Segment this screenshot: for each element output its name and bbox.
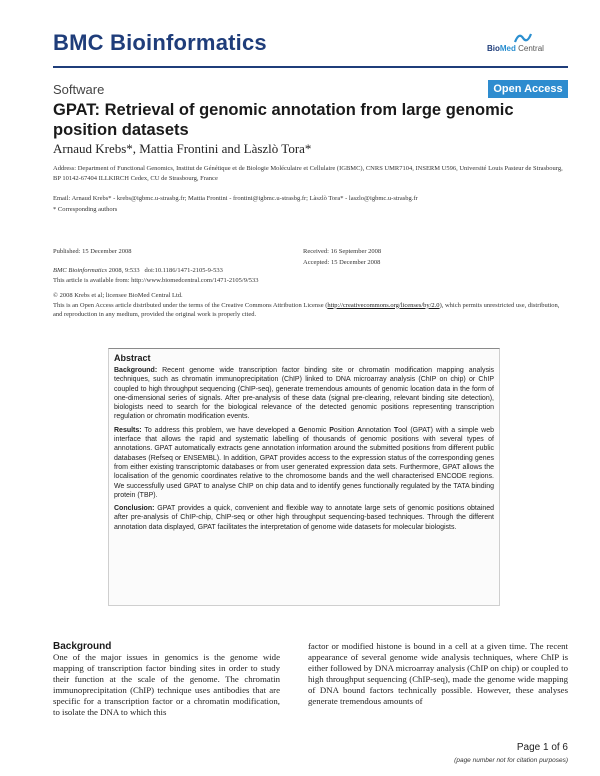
body-right-column: factor or modified histone is bound in a cell at a given time. The recent appearance of several genome wide analysis techniques, where ChIP is either followed by DNA microarray analysis (ChIP on chip) or coupled to high throughput sequencing (ChIP-seq), made the genome wide mapping of DNA bound factors technically possible. However, these analyses generate tremendous amounts of: [308, 641, 568, 707]
corresponding-note: * Corresponding authors: [53, 206, 118, 213]
header-rule: [53, 66, 568, 68]
availability: This article is available from: http://www.biomedcentral.com/1471-2105/9/533: [53, 277, 259, 284]
received-accepted: [303, 247, 543, 267]
page-number: Page 1 of 6: [516, 742, 568, 753]
section-label: Software: [53, 82, 105, 97]
abstract-box: [108, 348, 500, 606]
biomed-central-logo: [487, 32, 567, 62]
page-number-note: (page number not for citation purposes): [454, 757, 568, 764]
authors: Arnaud Krebs*, Mattia Frontini and Làszlò Tora*: [53, 141, 312, 156]
article-url-link[interactable]: http://www.biomedcentral.com/1471-2105/9/533: [131, 277, 259, 284]
journal-title: BMC Bioinformatics: [53, 30, 267, 55]
address: Address: Department of Functional Genomics, Institut de Génétique et de Biologie Moléculaire et Cellulaire (IGBMC), CNRS UMR7104, INSERM U596, Université Louis Pasteur de Strasbourg, BP 10142-67404 ILLKIRCH Cedex, CU de Strasbourg, France: [53, 165, 563, 182]
license-link[interactable]: http://creativecommons.org/licenses/by/2.0: [327, 301, 440, 309]
abstract-results: Results: To address this problem, we have developed a Genomic Position Annotation Tool (GPAT) with a simple web interface that allows the rapid and systematic labelling of thousands of genomic positions with several types of annotations. GPAT automatically extracts gene annotation information around the submitted positions from different public databases (Refseq or ENSEMBL). In addition, GPAT provides access to the expression status of the corresponding genes from either existing transcriptomic databases or from user generated expression data sets. Furthermore, GPAT allows the localisation of the genomic coordinates relative to the chromosome bands and the well characterised ENCODE regions. We successfully used GPAT to analyse ChIP on chip data and to identify genes functionally regulated by the TATA binding protein (TBP).: [114, 426, 495, 499]
background-text-left: One of the major issues in genomics is the genome wide mapping of transcription factor binding sites in order to study their function at the scale of the genome. The chromatin immunoprecipitation (ChIP) technique uses antibodies that are specific for a transcription factor or a chromatin modification, to isolate the DNA to which this: [53, 652, 280, 718]
open-access-badge: Open Access: [488, 80, 568, 98]
article-title: GPAT: Retrieval of genomic annotation from large genomic position datasets: [53, 101, 514, 139]
background-heading: Background: [53, 641, 112, 652]
published-date: Published: 15 December 2008: [53, 248, 132, 255]
citation: BMC Bioinformatics 2008, 9:533 doi:10.1186/1471-2105-9-533: [53, 266, 223, 274]
received-date: Received: 16 September 2008: [303, 248, 382, 255]
copyright: © 2008 Krebs et al; licensee BioMed Central Ltd.: [53, 292, 183, 299]
biomed-logo-icon: [513, 32, 533, 44]
body-left-column: [53, 641, 280, 719]
abstract-conclusion: Conclusion: GPAT provides a quick, convenient and flexible way to annotate large sets of genomic positions obtained after pre-analysis of ChIP-chip, ChIP-seq or other high throughput sequencing-based techniques. Through the different annotation data displayed, GPAT facilitates the interpretation of genome wide datasets for molecular biologists.: [114, 505, 494, 531]
publication-info: [53, 247, 293, 275]
copyright-block: [53, 291, 568, 320]
license-text: This is an Open Access article distributed under the terms of the Creative Commons Attribution License (http://creativecommons.org/licenses/by/2.0), which permits unrestricted use, distribution, and reproduction in any medium, provided the original work is properly cited.: [53, 301, 560, 318]
abstract-heading: Abstract: [114, 353, 151, 363]
author-emails: Email: Arnaud Krebs* - krebs@igbmc.u-strasbg.fr; Mattia Frontini - frontini@igbmc.u-strasbg.fr; Làszlò Tora* - laszlo@igbmc.u-strasbg.fr: [53, 195, 418, 202]
abstract-background: Background: Recent genome wide transcription factor binding site or chromatin modification mapping analysis techniques, such as chromatin immunoprecipitation (ChIP) linked to DNA microarray analysis (ChIP on chip) or ChIP coupled to high throughput sequencing (ChIP-seq), generate tremendous amounts of genomic location data in the form of one-dimensional series of signals. After pre-analysis of these data (signal pre-clearing, relevant binding site detection), biologists need to search for the biological relevance of the detected genomic positions representing transcription regulation or chromatin modification events.: [114, 367, 494, 421]
doi[interactable]: doi:10.1186/1471-2105-9-533: [144, 266, 223, 274]
logo-wordmark: BioMed Central: [487, 44, 544, 53]
accepted-date: Accepted: 15 December 2008: [303, 258, 381, 266]
